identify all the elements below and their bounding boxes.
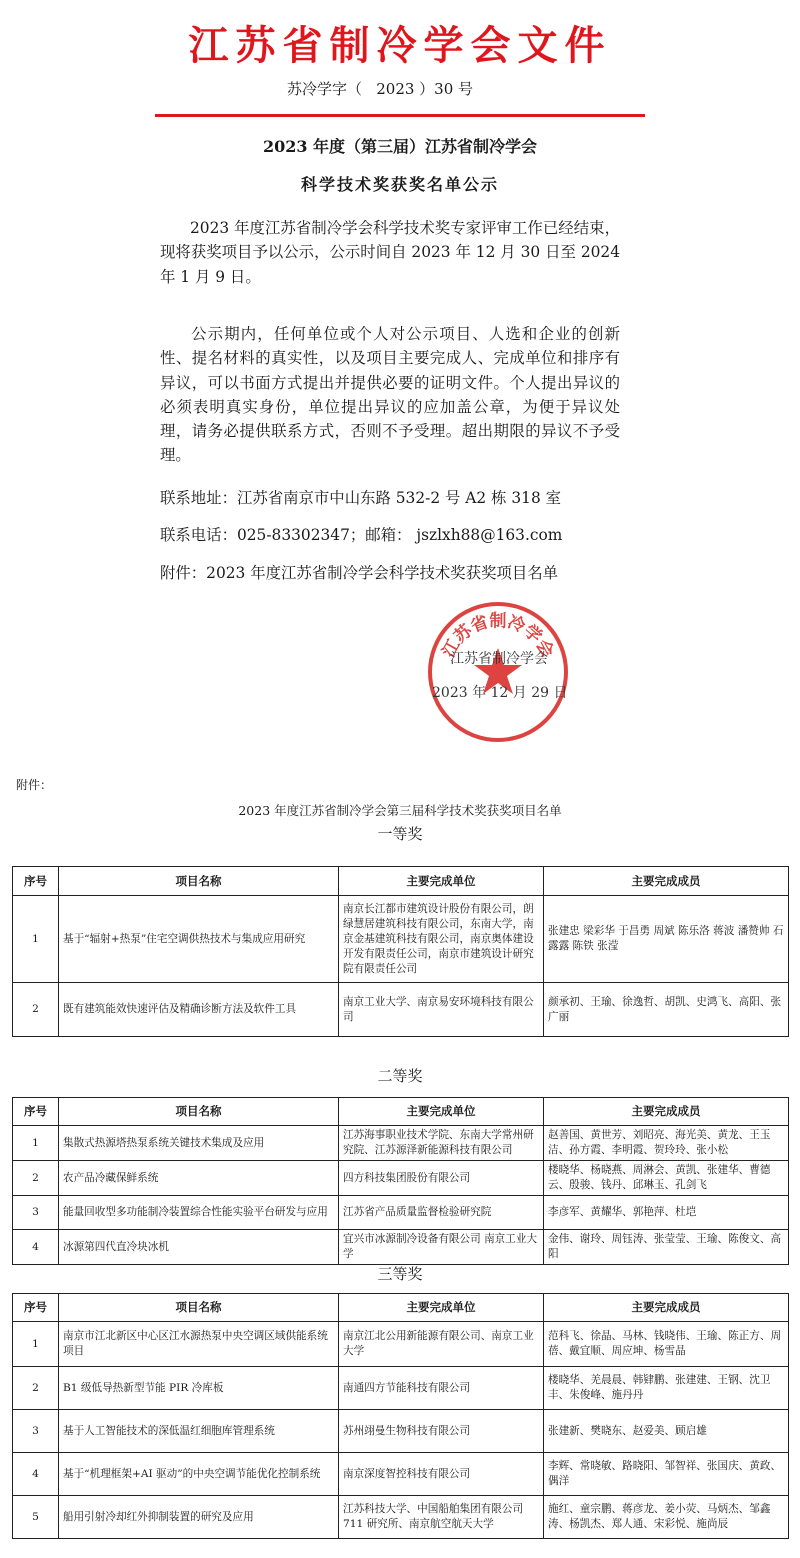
table-row — [13, 1453, 789, 1496]
row-members: 张建新、樊晓东、赵爱美、顾启雄 — [544, 1410, 789, 1453]
signature-organization: 江苏省制冷学会 — [450, 651, 548, 667]
notice-paragraph-1 — [160, 216, 620, 289]
notice-subtitle: 科学技术奖获奖名单公示 — [300, 175, 499, 194]
paragraph-text: 2023 年度江苏省制冷学会科学技术奖专家评审工作已经结束，现将获奖项目予以公示，公示时间自 2023 年 12 月 30 日至 2024 年 1 月 9 日。 — [160, 219, 620, 286]
row-members: 颜承初、王瑜、徐逸哲、胡凯、史鸿飞、高阳、张广丽 — [544, 983, 789, 1037]
row-units: 江苏省产品质量监督检验研究院 — [339, 1196, 544, 1230]
row-members: 李彦军、黄耀华、郭艳萍、杜垲 — [544, 1196, 789, 1230]
header-divider — [155, 114, 645, 117]
row-units: 南京深度智控科技有限公司 — [339, 1453, 544, 1496]
table-header-row — [13, 867, 789, 896]
row-project: B1 级低导热新型节能 PIR 冷库板 — [59, 1367, 339, 1410]
row-project: 船用引射冷却红外抑制装置的研究及应用 — [59, 1496, 339, 1539]
column-header-members: 主要完成成员 — [544, 1098, 789, 1126]
table-row — [13, 1161, 789, 1196]
row-index: 3 — [13, 1196, 59, 1230]
row-units: 江苏科技大学、中国船舶集团有限公司 711 研究所、南京航空航天大学 — [339, 1496, 544, 1539]
table-header-row — [13, 1098, 789, 1126]
table-row — [13, 983, 789, 1037]
section-heading-first-prize: 一等奖 — [377, 825, 423, 843]
row-index: 2 — [13, 1367, 59, 1410]
row-members: 赵善国、黄世芳、刘昭亮、海光美、黄龙、王玉洁、孙方霞、李明霞、贺玲玲、张小松 — [544, 1126, 789, 1161]
paragraph-text: 公示期内，任何单位或个人对公示项目、人选和企业的创新性、提名材料的真实性，以及项目主要完成人、完成单位和排序有异议，可以书面方式提出并提供必要的证明文件。个人提出异议的必须表明真实身份，单位提出异议的应加盖公章，为便于异议处理，请务必提供联系方式，否则不予受理。超出期限的异议不予受理。 — [160, 325, 620, 465]
column-header-index: 序号 — [13, 1294, 59, 1322]
award-table-third-prize — [12, 1293, 789, 1539]
row-project: 能量回收型多功能制冷装置综合性能实验平台研发与应用 — [59, 1196, 339, 1230]
seal-text: 江苏省制冷学会 — [438, 611, 558, 661]
row-members: 范科飞、徐晶、马林、钱晓伟、王瑜、陈正方、周蓓、戴宜顺、周应坤、杨雪晶 — [544, 1322, 789, 1367]
appendix-label: 附件： — [16, 778, 53, 792]
attachment-note: 附件：2023 年度江苏省制冷学会科学技术奖获奖项目名单 — [160, 564, 559, 582]
signature-date: 2023 年 12 月 29 日 — [432, 685, 568, 701]
official-seal — [426, 600, 570, 744]
column-header-project: 项目名称 — [59, 1294, 339, 1322]
row-members: 楼晓华、杨晓燕、周淋会、黄凯、张建华、曹德云、殷骏、钱丹、邱琳玉、孔剑飞 — [544, 1161, 789, 1196]
row-index: 4 — [13, 1230, 59, 1265]
row-index: 5 — [13, 1496, 59, 1539]
row-members: 张建忠 梁彩华 于昌勇 周斌 陈乐洛 蒋波 潘赞帅 石露露 陈铁 张滢 — [544, 896, 789, 983]
row-members: 施红、童宗鹏、蒋彦龙、姜小荧、马炳杰、邹鑫涛、杨凯杰、郑人通、宋彩悦、施尚辰 — [544, 1496, 789, 1539]
column-header-units: 主要完成单位 — [339, 867, 544, 896]
row-project: 基于人工智能技术的深低温红细胞库管理系统 — [59, 1410, 339, 1453]
row-units: 南京长江都市建筑设计股份有限公司，朗绿慧居建筑科技有限公司，东南大学，南京金基建筑科技有限公司，南京奥体建设开发有限责任公司，南京市建筑设计研究院有限责任公司 — [339, 896, 544, 983]
row-project: 农产品冷藏保鲜系统 — [59, 1161, 339, 1196]
row-units: 江苏海事职业技术学院、东南大学常州研究院、江苏源泽新能源科技有限公司 — [339, 1126, 544, 1161]
table-row — [13, 1322, 789, 1367]
award-table-second-prize — [12, 1097, 789, 1265]
table-row — [13, 1410, 789, 1453]
section-heading-second-prize: 二等奖 — [377, 1067, 423, 1085]
row-members: 李辉、常晓敏、路晓阳、邹智祥、张国庆、黄政、偶洋 — [544, 1453, 789, 1496]
row-index: 2 — [13, 1161, 59, 1196]
row-index: 4 — [13, 1453, 59, 1496]
contact-address: 联系地址：江苏省南京市中山东路 532-2 号 A2 栋 318 室 — [160, 489, 562, 507]
column-header-units: 主要完成单位 — [339, 1098, 544, 1126]
row-project: 基于“机理框架+AI 驱动”的中央空调节能优化控制系统 — [59, 1453, 339, 1496]
row-units: 南通四方节能科技有限公司 — [339, 1367, 544, 1410]
row-project: 基于“辐射+热泵”住宅空调供热技术与集成应用研究 — [59, 896, 339, 983]
column-header-units: 主要完成单位 — [339, 1294, 544, 1322]
row-units: 宜兴市冰源制冷设备有限公司 南京工业大学 — [339, 1230, 544, 1265]
column-header-members: 主要完成成员 — [544, 1294, 789, 1322]
row-project: 既有建筑能效快速评估及精确诊断方法及软件工具 — [59, 983, 339, 1037]
table-row — [13, 1126, 789, 1161]
row-index: 1 — [13, 1322, 59, 1367]
award-table-first-prize — [12, 866, 789, 1037]
column-header-index: 序号 — [13, 867, 59, 896]
table-row — [13, 896, 789, 983]
table-header-row — [13, 1294, 789, 1322]
row-project: 冰源第四代直冷块冰机 — [59, 1230, 339, 1265]
column-header-index: 序号 — [13, 1098, 59, 1126]
row-members: 金伟、谢玲、周钰涛、张莹莹、王瑜、陈俊文、高阳 — [544, 1230, 789, 1265]
column-header-members: 主要完成成员 — [544, 867, 789, 896]
table-row — [13, 1196, 789, 1230]
row-index: 2 — [13, 983, 59, 1037]
section-heading-third-prize: 三等奖 — [377, 1265, 423, 1283]
column-header-project: 项目名称 — [59, 1098, 339, 1126]
row-members: 楼晓华、羌晨晨、韩肄鹏、张建建、王钢、沈卫丰、朱俊峰、施丹丹 — [544, 1367, 789, 1410]
table-row — [13, 1230, 789, 1265]
contact-phone: 联系电话：025-83302347；邮箱： jszlxh88@163.com — [160, 526, 563, 544]
row-project: 集散式热源塔热泵系统关键技术集成及应用 — [59, 1126, 339, 1161]
row-index: 3 — [13, 1410, 59, 1453]
notice-paragraph-2 — [160, 322, 620, 468]
row-index: 1 — [13, 896, 59, 983]
row-units: 南京工业大学、南京易安环境科技有限公司 — [339, 983, 544, 1037]
column-header-project: 项目名称 — [59, 867, 339, 896]
row-units: 南京江北公用新能源有限公司、南京工业大学 — [339, 1322, 544, 1367]
row-project: 南京市江北新区中心区江水源热泵中央空调区域供能系统项目 — [59, 1322, 339, 1367]
award-list-title: 2023 年度江苏省制冷学会第三届科学技术奖获奖项目名单 — [238, 803, 562, 818]
notice-title: 2023 年度（第三届）江苏省制冷学会 — [262, 137, 538, 156]
table-row — [13, 1367, 789, 1410]
document-number: 苏冷学字（ 2023 ）30 号 — [286, 80, 474, 98]
document-header-title: 江苏省制冷学会文件 — [188, 22, 612, 69]
row-index: 1 — [13, 1126, 59, 1161]
row-units: 四方科技集团股份有限公司 — [339, 1161, 544, 1196]
row-units: 苏州翊曼生物科技有限公司 — [339, 1410, 544, 1453]
table-row — [13, 1496, 789, 1539]
